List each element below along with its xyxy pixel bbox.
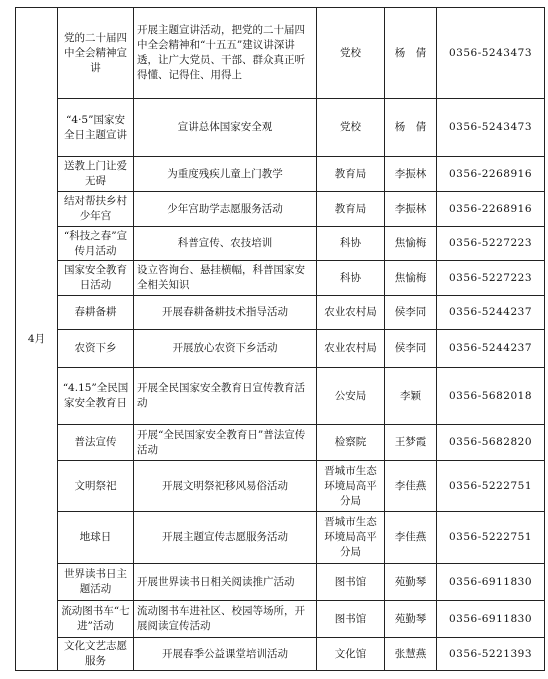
table-row	[16, 227, 545, 261]
table-row	[16, 512, 545, 564]
contact-person: 李佳燕	[385, 461, 437, 512]
table-row	[16, 425, 545, 461]
responsible-unit: 教育局	[317, 157, 385, 192]
contact-phone: 0356-5222751	[437, 461, 545, 512]
contact-phone: 0356-5221393	[437, 638, 545, 671]
responsible-unit: 晋城市生态环境局高平分局	[317, 512, 385, 564]
table-row	[16, 157, 545, 192]
activity-content: 设立咨询台、悬挂横幅，科普国家安全相关知识	[134, 261, 317, 296]
month-cell: 4月	[16, 8, 58, 671]
table-row	[16, 261, 545, 296]
activity-content: 开展春季公益课堂培训活动	[134, 638, 317, 671]
contact-person: 杨 倩	[385, 8, 437, 99]
activity-content: 宣讲总体国家安全观	[134, 99, 317, 157]
activity-name: 春耕备耕	[58, 296, 134, 330]
responsible-unit: 图书馆	[317, 601, 385, 638]
activity-name: “4.15”全民国家安全教育日	[58, 368, 134, 425]
contact-person: 杨 倩	[385, 99, 437, 157]
contact-phone: 0356-5244237	[437, 296, 545, 330]
contact-person: 焦愉梅	[385, 227, 437, 261]
contact-phone: 0356-5243473	[437, 99, 545, 157]
activity-name: 文化文艺志愿服务	[58, 638, 134, 671]
activity-content: 少年宫助学志愿服务活动	[134, 192, 317, 227]
table-row	[16, 638, 545, 671]
activity-content: 开展全民国家安全教育日宣传教育活动	[134, 368, 317, 425]
activity-content: 开展放心农资下乡活动	[134, 330, 317, 368]
activity-content: 流动图书车进社区、校园等场所，开展阅读宣传活动	[134, 601, 317, 638]
contact-person: 李振林	[385, 157, 437, 192]
activity-content: 开展世界读书日相关阅读推广活动	[134, 564, 317, 601]
activity-content: 开展主题宣讲活动，把党的二十届四中全会精神和“十五五”建议讲深讲透，让广大党员、干部、群众真正听得懂、记得住、用得上	[134, 8, 317, 99]
table-row	[16, 99, 545, 157]
responsible-unit: 图书馆	[317, 564, 385, 601]
activity-content: 开展“全民国家安全教育日”普法宣传活动	[134, 425, 317, 461]
responsible-unit: 科协	[317, 227, 385, 261]
activity-name: 普法宣传	[58, 425, 134, 461]
contact-phone: 0356-2268916	[437, 157, 545, 192]
table-row	[16, 601, 545, 638]
contact-phone: 0356-6911830	[437, 564, 545, 601]
table-row	[16, 296, 545, 330]
table-row	[16, 192, 545, 227]
activity-content: 科普宣传、农技培训	[134, 227, 317, 261]
contact-phone: 0356-5227223	[437, 227, 545, 261]
responsible-unit: 农业农村局	[317, 296, 385, 330]
contact-person: 侯李同	[385, 296, 437, 330]
activity-name: 结对帮扶乡村少年宫	[58, 192, 134, 227]
activity-name: 文明祭祀	[58, 461, 134, 512]
activity-content: 为重度残疾儿童上门教学	[134, 157, 317, 192]
activity-name: 国家安全教育日活动	[58, 261, 134, 296]
activity-name: “科技之春”宣传月活动	[58, 227, 134, 261]
responsible-unit: 教育局	[317, 192, 385, 227]
responsible-unit: 晋城市生态环境局高平分局	[317, 461, 385, 512]
table-row	[16, 368, 545, 425]
contact-phone: 0356-5243473	[437, 8, 545, 99]
table-row	[16, 8, 545, 99]
contact-person: 焦愉梅	[385, 261, 437, 296]
contact-person: 张慧燕	[385, 638, 437, 671]
contact-phone: 0356-5227223	[437, 261, 545, 296]
activity-content: 开展文明祭祀移风易俗活动	[134, 461, 317, 512]
table-row	[16, 330, 545, 368]
contact-phone: 0356-5682820	[437, 425, 545, 461]
contact-person: 苑勤琴	[385, 601, 437, 638]
responsible-unit: 检察院	[317, 425, 385, 461]
activity-name: “4·5”国家安全日主题宣讲	[58, 99, 134, 157]
responsible-unit: 党校	[317, 8, 385, 99]
activity-name: 送教上门让爱无碍	[58, 157, 134, 192]
contact-person: 苑勤琴	[385, 564, 437, 601]
responsible-unit: 科协	[317, 261, 385, 296]
responsible-unit: 文化馆	[317, 638, 385, 671]
contact-person: 李颖	[385, 368, 437, 425]
contact-phone: 0356-5682018	[437, 368, 545, 425]
table-row	[16, 461, 545, 512]
activity-content: 开展主题宣传志愿服务活动	[134, 512, 317, 564]
contact-phone: 0356-2268916	[437, 192, 545, 227]
contact-phone: 0356-6911830	[437, 601, 545, 638]
activity-name: 世界读书日主题活动	[58, 564, 134, 601]
table-row	[16, 564, 545, 601]
responsible-unit: 农业农村局	[317, 330, 385, 368]
responsible-unit: 党校	[317, 99, 385, 157]
responsible-unit: 公安局	[317, 368, 385, 425]
contact-person: 李佳燕	[385, 512, 437, 564]
activity-name: 农资下乡	[58, 330, 134, 368]
contact-phone: 0356-5244237	[437, 330, 545, 368]
activity-content: 开展春耕备耕技术指导活动	[134, 296, 317, 330]
contact-person: 李振林	[385, 192, 437, 227]
contact-person: 侯李同	[385, 330, 437, 368]
activity-schedule-table	[15, 7, 545, 671]
activity-name: 党的二十届四中全会精神宣讲	[58, 8, 134, 99]
contact-phone: 0356-5222751	[437, 512, 545, 564]
activity-name: 流动图书车“七进”活动	[58, 601, 134, 638]
contact-person: 王梦霞	[385, 425, 437, 461]
activity-name: 地球日	[58, 512, 134, 564]
